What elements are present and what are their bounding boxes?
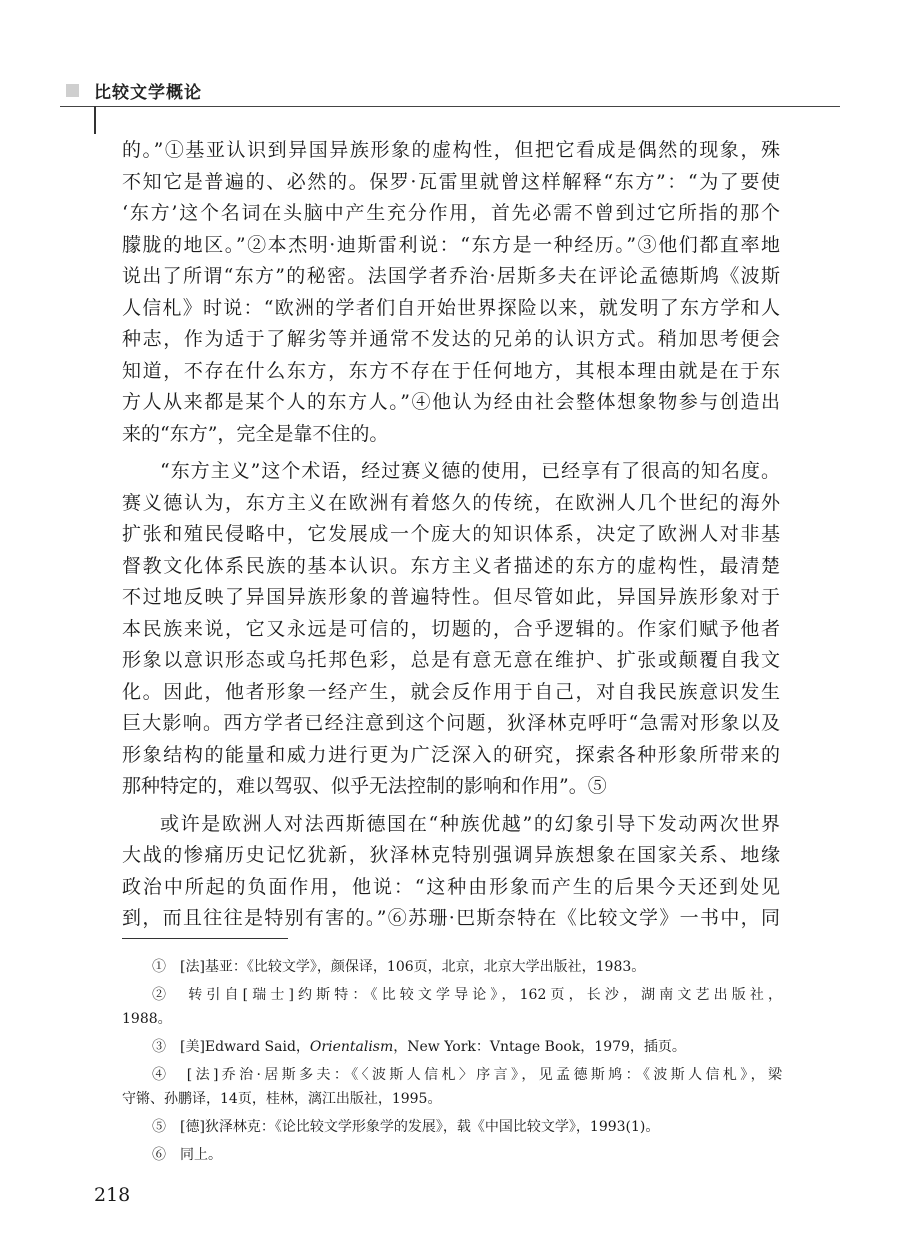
text-line: 化。因此，他者形象一经产生，就会反作用于自己，对自我民族意识发生 xyxy=(122,680,780,703)
footnote-4 xyxy=(122,1063,782,1111)
text-line: 形象结构的能量和威力进行更为广泛深入的研究，探索各种形象所带来的 xyxy=(122,743,780,766)
page-number: 218 xyxy=(94,1184,131,1206)
text-line: 赛义德认为，东方主义在欧洲有着悠久的传统，在欧洲人几个世纪的海外 xyxy=(122,491,780,514)
footnote-5 xyxy=(122,1115,782,1139)
footnote-line: 1988。 xyxy=(122,1011,172,1027)
paragraph-1 xyxy=(122,135,780,450)
header-vertical-tick xyxy=(94,106,96,134)
text-line: 大战的惨痛历史记忆犹新，狄泽林克特别强调异族想象在国家关系、地缘 xyxy=(122,844,780,866)
text-line: 人信札》时说：“欧洲的学者们自开始世界探险以来，就发明了东方学和人 xyxy=(122,296,780,319)
paragraph-2 xyxy=(122,456,780,803)
paragraph-3 xyxy=(122,809,780,935)
footnote-3-prefix: ③ [美]Edward Said， xyxy=(152,1039,310,1055)
footnote-line: ⑥ 同上。 xyxy=(152,1147,222,1163)
footnote-3 xyxy=(122,1035,782,1059)
book-title: 比较文学概论 xyxy=(94,83,202,103)
text-line: 督教文化体系民族的基本认识。东方主义者描述的东方的虚构性，最清楚 xyxy=(122,554,780,577)
footnotes xyxy=(122,955,782,1167)
footnote-1 xyxy=(122,955,782,979)
text-line: ‘东方’这个名词在头脑中产生充分作用，首先必需不曾到过它所指的那个 xyxy=(122,202,780,224)
header-rule xyxy=(60,106,840,107)
text-line: 形象以意识形态或乌托邦色彩，总是有意无意在维护、扩张或颠覆自我文 xyxy=(122,649,780,671)
footnote-3-book-title: Orientalism xyxy=(309,1039,394,1055)
text-line: 种志，作为适于了解劣等并通常不发达的兄弟的认识方式。稍加思考便会 xyxy=(122,328,780,350)
running-header xyxy=(0,78,900,108)
text-line: 本民族来说，它又永远是可信的，切题的，合乎逻辑的。作家们赋予他者 xyxy=(122,617,780,640)
text-line: 到，而且往往是特别有害的。”⑥苏珊·巴斯奈特在《比较文学》一书中，同 xyxy=(122,907,780,929)
text-line: 政治中所起的负面作用，他说：“这种由形象而产生的后果今天还到处见 xyxy=(122,875,780,898)
text-line: 的。”①基亚认识到异国异族形象的虚构性，但把它看成是偶然的现象，殊 xyxy=(122,139,780,161)
main-text xyxy=(122,135,780,935)
footnote-separator xyxy=(122,938,288,939)
text-line: 巨大影响。西方学者已经注意到这个问题，狄泽林克呼吁“急需对形象以及 xyxy=(122,712,780,734)
footnote-line: ① [法]基亚：《比较文学》，颜保译，106页，北京，北京大学出版社，1983。 xyxy=(152,959,646,975)
text-line: “东方主义”这个术语，经过赛义德的使用，已经享有了很高的知名度。 xyxy=(160,460,780,482)
footnote-line: ④ [法]乔治·居斯多夫：《〈波斯人信札〉序言》，见孟德斯鸠：《波斯人信札》，梁 xyxy=(152,1067,782,1083)
footnote-line xyxy=(122,1035,782,1059)
text-line: 扩张和殖民侵略中，它发展成一个庞大的知识体系，决定了欧洲人对非基 xyxy=(122,523,780,545)
text-line: 或许是欧洲人对法西斯德国在“种族优越”的幻象引导下发动两次世界 xyxy=(160,812,780,835)
footnote-2 xyxy=(122,983,782,1031)
footnote-line: 守锵、孙鹏译，14页，桂林，漓江出版社，1995。 xyxy=(122,1091,442,1107)
text-line: 来的“东方”，完全是靠不住的。 xyxy=(122,422,389,445)
text-line: 知道，不存在什么东方，东方不存在于任何地方，其根本理由就是在于东 xyxy=(122,359,780,382)
footnote-line: ⑤ [德]狄泽林克：《论比较文学形象学的发展》，载《中国比较文学》，1993(1)。 xyxy=(152,1119,660,1135)
text-line: 方人从来都是某个人的东方人。”④他认为经由社会整体想象物参与创造出 xyxy=(122,391,780,413)
header-marker-square xyxy=(66,84,79,97)
text-line: 朦胧的地区。”②本杰明·迪斯雷利说：“东方是一种经历。”③他们都直率地 xyxy=(122,233,780,256)
text-line: 不知它是普遍的、必然的。保罗·瓦雷里就曾这样解释“东方”：“为了要使 xyxy=(122,170,780,193)
text-line: 说出了所谓“东方”的秘密。法国学者乔治·居斯多夫在评论孟德斯鸠《波斯 xyxy=(122,265,780,287)
text-line: 不过地反映了异国异族形象的普遍特性。但尽管如此，异国异族形象对于 xyxy=(122,586,780,608)
footnote-6 xyxy=(122,1143,782,1167)
footnote-3-suffix: ，New York：Vntage Book，1979，插页。 xyxy=(393,1039,686,1055)
footnote-line: ② 转引自[瑞士]约斯特：《比较文学导论》，162页，长沙，湖南文艺出版社， xyxy=(152,987,782,1003)
text-line: 那种特定的，难以驾驭、似乎无法控制的影响和作用”。⑤ xyxy=(122,775,607,797)
